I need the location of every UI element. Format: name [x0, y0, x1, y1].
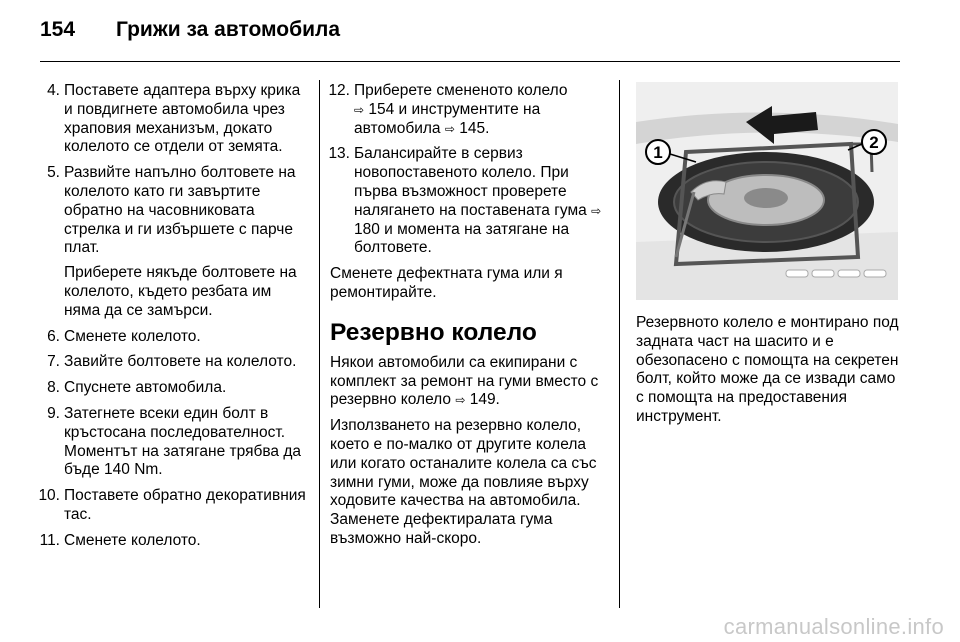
step-number: 12. — [328, 82, 350, 99]
step-text-continued: 154 и инструментите на автомобила — [354, 100, 541, 137]
column-divider-2 — [619, 80, 620, 608]
page-ref-icon: ⇨ — [591, 203, 602, 218]
step-number: 6. — [47, 327, 60, 345]
step-12 — [330, 82, 605, 138]
steps-list-continued — [330, 82, 605, 258]
step-text: Балансирайте в сервиз новопоставеното колело. При първа възможност проверете налягането на поставената гума — [354, 145, 592, 219]
step-item — [40, 82, 308, 157]
page-ref-icon: ⇨ — [354, 102, 365, 117]
step-number: 7. — [47, 353, 60, 371]
step-number: 8. — [47, 379, 60, 397]
step-item — [40, 353, 308, 372]
page-ref-icon: ⇨ — [455, 393, 466, 408]
paragraph: Използването на резервно колело, което е по-малко от другите колела или когато останалите колела са със зимни гуми, може да повлияе върху ходовите качества на автомобила. Заменете дефектиралата гума възможно най-скоро. — [330, 417, 597, 547]
step-number: 5. — [47, 164, 60, 182]
step-number: 4. — [47, 82, 60, 99]
step-item — [40, 379, 308, 398]
paragraph: Сменете дефектната гума или я ремонтирайте. — [330, 265, 563, 301]
step-text: Спуснете автомобила. — [64, 379, 227, 397]
figure-caption: Резервното колело е монтирано под задната част на шасито и е обезопасено с помощта на секретен болт, който може да се извади само с помощта на предоставения инструмент. — [636, 314, 899, 425]
figure-label-1: 1 — [653, 143, 663, 162]
step-item — [40, 328, 308, 347]
header-rule — [40, 61, 900, 62]
page-title: Грижи за автомобила — [116, 18, 341, 41]
step-text: Приберете смененото колело — [354, 82, 568, 99]
step-item — [40, 532, 308, 551]
step-text: Завийте болтовете на колелото. — [64, 353, 297, 371]
column-1 — [40, 82, 308, 558]
step-note: Приберете някъде болтовете на колелото, където резбата им няма да се замърси. — [64, 264, 297, 319]
page-ref-icon: ⇨ — [444, 121, 455, 136]
step-item — [40, 487, 308, 525]
page-header — [0, 0, 960, 60]
step-text: Сменете колелото. — [64, 531, 201, 549]
section-heading: Резервно колело — [330, 318, 537, 346]
step-text-continued: 180 и момента на затягане на болтовете. — [354, 220, 570, 257]
step-text: Поставете адаптера върху крика и повдигнете автомобила чрез храповия механизъм, докато колелото се отдели от земята. — [64, 82, 301, 156]
spare-wheel-figure — [636, 82, 898, 300]
watermark: carmanualsonline.info — [723, 614, 944, 639]
page-number: 154 — [40, 18, 76, 41]
page-ref-number: 145. — [454, 119, 490, 137]
step-text: Затегнете всеки един болт в кръстосана последователност. Моментът на затягане трябва да бъде 140 Nm. — [64, 404, 301, 479]
step-number: 11. — [39, 531, 60, 549]
steps-list — [40, 82, 308, 551]
figure-label-2: 2 — [869, 133, 879, 152]
column-3 — [636, 82, 906, 442]
step-item — [40, 164, 308, 320]
step-text: Поставете обратно декоративния тас. — [64, 487, 306, 523]
step-number: 10. — [38, 487, 60, 505]
column-2 — [330, 82, 605, 556]
step-text: Сменете колелото. — [64, 327, 201, 345]
step-13 — [330, 145, 605, 258]
step-number: 13. — [328, 145, 350, 163]
paragraph: Някои автомобили са екипирани с комплект за ремонт на гуми вместо с резервно колело ⇨ 149. — [330, 353, 599, 409]
step-item — [40, 405, 308, 480]
spare-wheel-illustration — [636, 82, 898, 300]
step-text: Развийте напълно болтовете на колелото като ги завъртите обратно на часовниковата стрелка и ги избършете с парче плат. — [64, 164, 296, 257]
step-number: 9. — [47, 404, 60, 422]
